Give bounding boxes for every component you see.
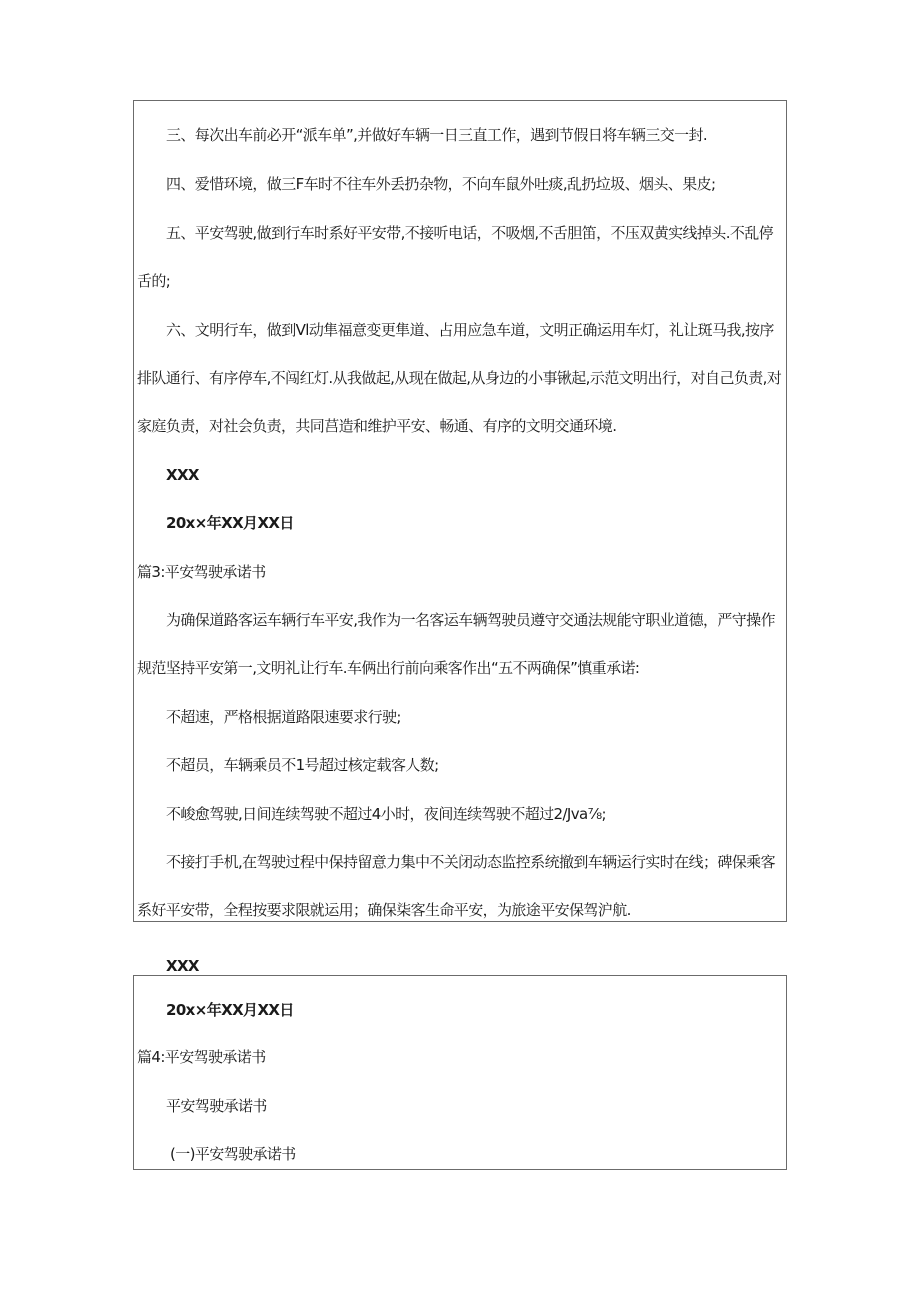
promise-1: 不超速，严格根据道路限速要求行驶; <box>166 708 401 726</box>
item-5-line-2: 舌的; <box>137 272 171 290</box>
item-6-line-1: 六、文明行车，做到Vl动隼福意变更隼道、占用应急车道，文明正确运用车灯，礼让斑马我,按序 <box>166 321 774 339</box>
signature-2: XXX <box>166 957 199 975</box>
document-subtitle: (一)平安驾驶承诺书 <box>170 1145 296 1163</box>
promise-4-line-1: 不接打手机,在驾驶过程中保持留意力集中不关闭动态监控系统撤到车辆运行实时在线；碑保乘客 <box>166 853 775 871</box>
item-3-text: 三、每次出车前必开“派车单”,并做好车辆一日三直工作，遇到节假日将车辆三交一封. <box>166 126 708 144</box>
item-4-text: 四、爱惜环境，做三F车时不往车外丢扔杂物，不向车鼠外吐痰,乱扔垃圾、烟头、果皮; <box>166 175 716 193</box>
date-2: 20x×年XX月XX日 <box>166 1001 294 1019</box>
promise-4-line-2: 系好平安带，全程按要求限就运用；确保柒客生命平安，为旅途平安保驾沪航. <box>137 901 631 919</box>
date-1: 20x×年XX月XX日 <box>166 514 294 532</box>
section-4-heading: 篇4:平安驾驶承诺书 <box>137 1048 266 1066</box>
item-6-line-2: 排队通行、有序停车,不闯红灯.从我做起,从现在做起,从身边的小事锹起,示范文明出行，对自己负责,对 <box>137 369 782 387</box>
promise-3: 不峻愈驾驶,日间连续驾驶不超过4小时，夜间连续驾驶不超过2/Jva⅞; <box>166 805 606 823</box>
item-5-line-1: 五、平安驾驶,做到行车时系好平安带,不接听电话，不吸烟,不舌胆笛，不压双黄实线掉头.不乱停 <box>166 224 774 242</box>
promise-2: 不超员，车辆乘员不1号超过核定载客人数; <box>166 756 439 774</box>
intro-line-2: 规范坚持平安第一,文明礼让行车.车俩出行前向乘客作出“五不两确保”慎重承诺: <box>137 659 640 677</box>
document-title: 平安驾驶承诺书 <box>166 1097 267 1115</box>
item-6-line-3: 家庭负责，对社会负责，共同莒造和维护平安、畅通、有序的文明交通环境. <box>137 417 617 435</box>
signature-1: XXX <box>166 466 199 484</box>
section-3-heading: 篇3:平安驾驶承诺书 <box>137 563 266 581</box>
intro-line-1: 为确保道路客运车辆行车平安,我作为一名客运车辆驾驶员遵守交通法规能守职业道德，严守操作 <box>166 611 775 629</box>
